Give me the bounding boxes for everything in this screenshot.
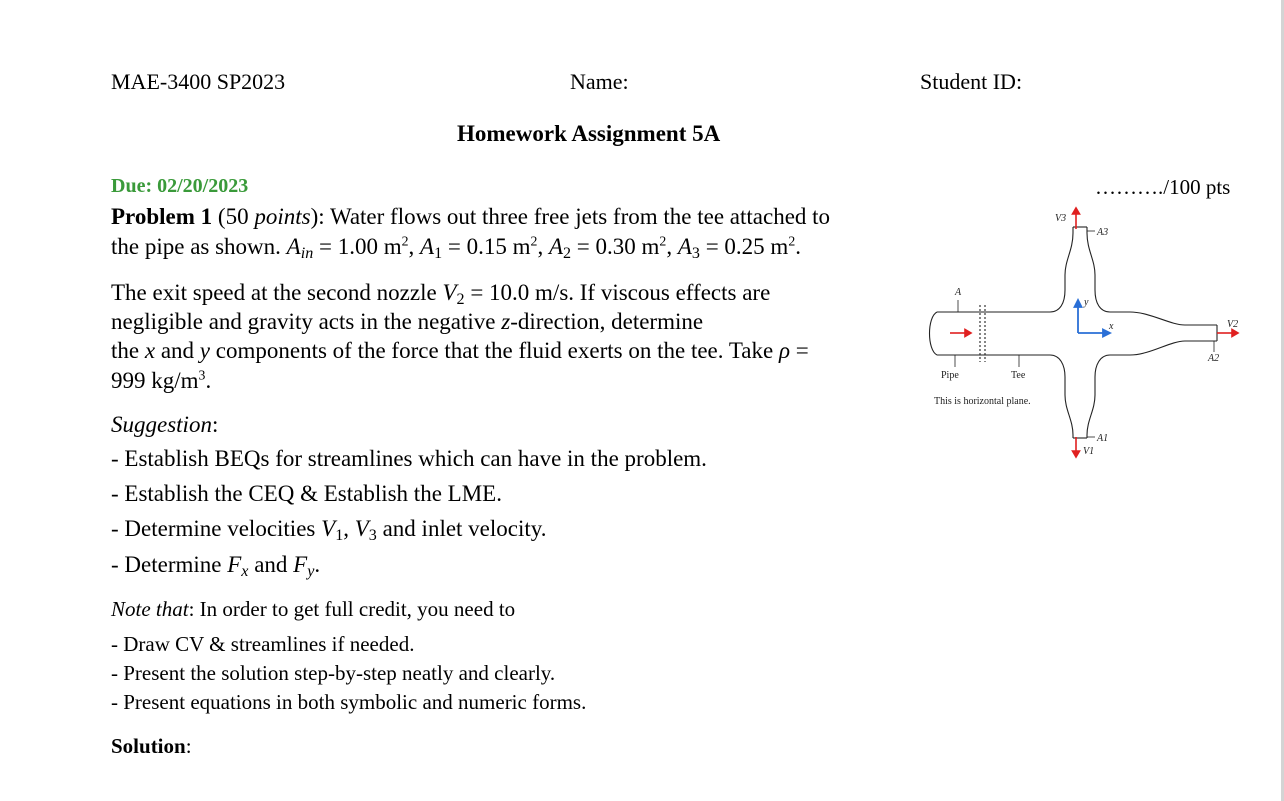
student-id-label: Student ID: [920, 69, 1023, 94]
problem-line-2 [111, 232, 801, 268]
label-a2: A2 [1208, 353, 1220, 364]
suggestion-item: - Determine $F_x$ and $F_y$. [111, 552, 321, 581]
suggestion-item: - Establish BEQs for streamlines which can have in the problem. [111, 446, 707, 471]
tee-diagram [925, 205, 1255, 465]
suggestion-item: - Determine velocities $V_1$, $V_3$ and inlet velocity. [111, 516, 547, 545]
note-item: - Present the solution step-by-step neatly and clearly. [111, 661, 556, 685]
label-v3: V3 [1055, 213, 1067, 224]
score-field: ………./100 pts [1095, 175, 1231, 199]
page-title: Homework Assignment 5A [457, 121, 721, 146]
label-v2: V2 [1227, 319, 1239, 330]
note-heading: Note that: In order to get full credit, you need to [111, 597, 516, 621]
para2-line-4: 999 $kg/m^3$. [111, 367, 212, 393]
due-date: Due: 02/20/2023 [111, 175, 249, 197]
problem-label: Problem 1 [111, 204, 213, 229]
para2-line-2: negligible and gravity acts in the negative z-direction, determine [111, 309, 704, 334]
problem-line-1 [111, 202, 830, 231]
xy-axes [1075, 300, 1111, 337]
label-a1: A1 [1097, 433, 1109, 444]
note-item: - Draw CV & streamlines if needed. [111, 632, 415, 656]
areas-equation: $A_{in} = 1.00$ $m^2$, $A_1 = 0.15$ $m^2$, $A_2 = 0.30$ $m^2$, $A_3 = 0.25$ $m^2$. [286, 233, 801, 263]
note-item: - Present equations in both symbolic and numeric forms. [111, 690, 587, 714]
label-a: A [955, 287, 962, 298]
course-label: MAE-3400 SP2023 [111, 69, 286, 94]
suggestion-heading: Suggestion: [111, 412, 219, 437]
label-x: x [1109, 321, 1114, 332]
problem-points: (50 points) [217, 204, 319, 229]
label-v1: V1 [1083, 446, 1095, 457]
label-y: y [1084, 297, 1089, 308]
diagram-caption: This is horizontal plane. [934, 396, 1031, 407]
solution-heading: Solution: [111, 734, 192, 758]
suggestion-item: - Establish the CEQ & Establish the LME. [111, 481, 502, 506]
name-label: Name: [570, 69, 629, 94]
problem-statement-2: the pipe as shown. [111, 234, 281, 259]
para2-line-3: the x and y components of the force that the fluid exerts on the tee. Take ρ = [111, 338, 809, 363]
problem-statement-1: : Water flows out three free jets from the tee attached to [318, 204, 831, 229]
para2-line-1: The exit speed at the second nozzle $V_2 = 10.0$ m/s. If viscous effects are [111, 280, 771, 309]
label-tee: Tee [1011, 370, 1026, 381]
label-a3: A3 [1097, 227, 1109, 238]
label-pipe: Pipe [941, 370, 959, 381]
